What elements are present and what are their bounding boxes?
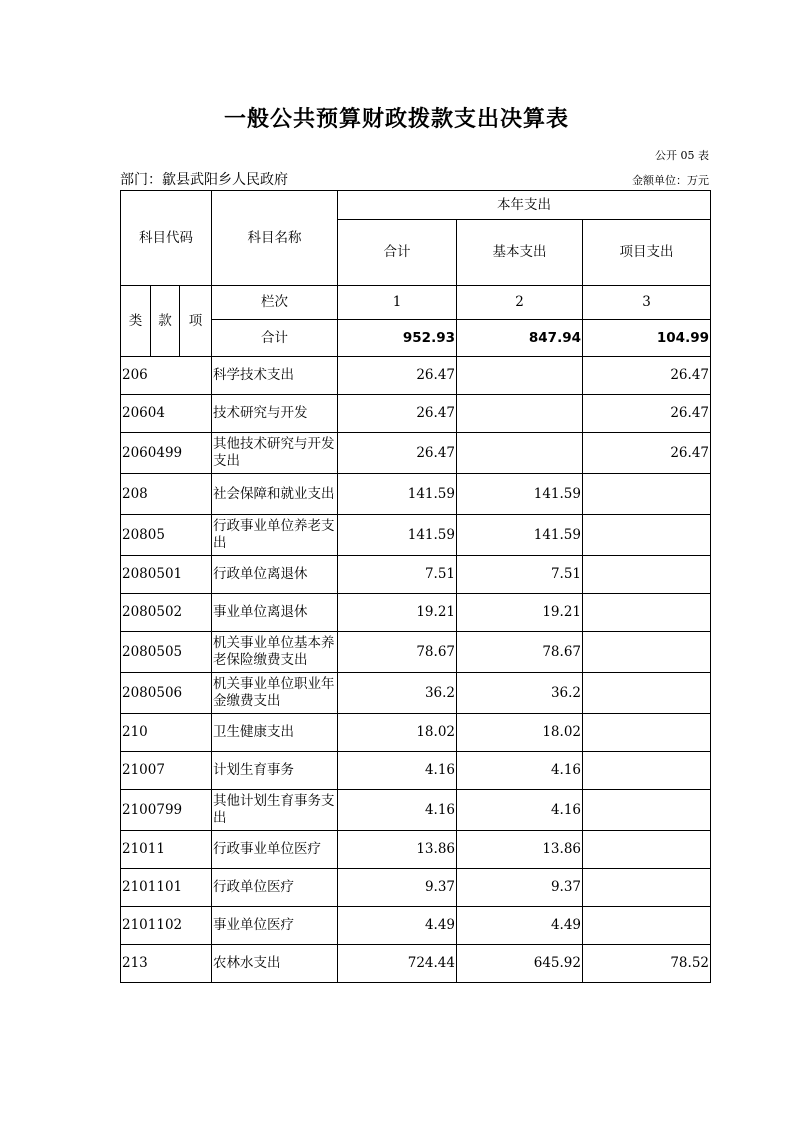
row-project: 26.47 xyxy=(583,395,711,433)
header-xiang: 项 xyxy=(180,286,212,357)
row-code: 20604 xyxy=(121,395,212,433)
row-project: 26.47 xyxy=(583,357,711,395)
row-name: 事业单位医疗 xyxy=(212,907,338,945)
header-this-year: 本年支出 xyxy=(338,191,711,220)
row-code: 2101101 xyxy=(121,869,212,907)
row-project xyxy=(583,752,711,790)
header-code: 科目代码 xyxy=(121,191,212,286)
sum-total: 952.93 xyxy=(338,320,457,357)
table-row xyxy=(121,752,711,790)
row-project: 26.47 xyxy=(583,433,711,474)
sum-project: 104.99 xyxy=(583,320,711,357)
row-project xyxy=(583,594,711,632)
table-row xyxy=(121,632,711,673)
row-basic: 19.21 xyxy=(457,594,583,632)
row-project xyxy=(583,831,711,869)
row-total: 4.16 xyxy=(338,752,457,790)
table-row xyxy=(121,945,711,983)
row-basic: 13.86 xyxy=(457,831,583,869)
row-code: 208 xyxy=(121,474,212,515)
row-project xyxy=(583,632,711,673)
row-code: 2100799 xyxy=(121,790,212,831)
row-name: 卫生健康支出 xyxy=(212,714,338,752)
row-code: 206 xyxy=(121,357,212,395)
amount-unit-label: 金额单位：万元 xyxy=(632,174,709,187)
row-total: 78.67 xyxy=(338,632,457,673)
row-total: 724.44 xyxy=(338,945,457,983)
row-code: 21007 xyxy=(121,752,212,790)
table-row xyxy=(121,831,711,869)
header-col3: 3 xyxy=(583,286,711,320)
row-name: 机关事业单位基本养老保险缴费支出 xyxy=(212,632,338,673)
row-total: 26.47 xyxy=(338,395,457,433)
row-total: 7.51 xyxy=(338,556,457,594)
row-basic: 4.16 xyxy=(457,790,583,831)
row-basic xyxy=(457,395,583,433)
table-row xyxy=(121,714,711,752)
row-basic xyxy=(457,357,583,395)
row-project xyxy=(583,907,711,945)
row-total: 26.47 xyxy=(338,357,457,395)
row-name: 行政事业单位养老支出 xyxy=(212,515,338,556)
row-name: 社会保障和就业支出 xyxy=(212,474,338,515)
row-basic: 18.02 xyxy=(457,714,583,752)
row-name: 技术研究与开发 xyxy=(212,395,338,433)
sum-label: 合计 xyxy=(212,320,338,357)
row-code: 2060499 xyxy=(121,433,212,474)
row-code: 20805 xyxy=(121,515,212,556)
header-kuan: 款 xyxy=(151,286,180,357)
row-project: 78.52 xyxy=(583,945,711,983)
row-name: 农林水支出 xyxy=(212,945,338,983)
row-basic: 4.49 xyxy=(457,907,583,945)
row-name: 机关事业单位职业年金缴费支出 xyxy=(212,673,338,714)
row-code: 2080506 xyxy=(121,673,212,714)
row-name: 其他计划生育事务支出 xyxy=(212,790,338,831)
row-code: 2080502 xyxy=(121,594,212,632)
row-project xyxy=(583,869,711,907)
form-number: 公开 05 表 xyxy=(655,149,709,162)
table-row xyxy=(121,594,711,632)
row-basic: 9.37 xyxy=(457,869,583,907)
row-total: 26.47 xyxy=(338,433,457,474)
row-total: 4.49 xyxy=(338,907,457,945)
row-basic: 4.16 xyxy=(457,752,583,790)
table-row xyxy=(121,907,711,945)
row-total: 4.16 xyxy=(338,790,457,831)
department-label: 部门：歙县武阳乡人民政府 xyxy=(120,172,288,188)
table-row xyxy=(121,357,711,395)
header-col2: 2 xyxy=(457,286,583,320)
row-total: 13.86 xyxy=(338,831,457,869)
table-row xyxy=(121,790,711,831)
page-title: 一般公共预算财政拨款支出决算表 xyxy=(223,107,569,132)
row-total: 19.21 xyxy=(338,594,457,632)
header-basic: 基本支出 xyxy=(457,220,583,286)
row-code: 2080505 xyxy=(121,632,212,673)
row-total: 9.37 xyxy=(338,869,457,907)
table-row xyxy=(121,556,711,594)
row-project xyxy=(583,474,711,515)
row-total: 141.59 xyxy=(338,474,457,515)
table-row xyxy=(121,395,711,433)
row-basic xyxy=(457,433,583,474)
header-project: 项目支出 xyxy=(583,220,711,286)
expenditure-table xyxy=(120,190,711,983)
table-row xyxy=(121,869,711,907)
row-code: 2080501 xyxy=(121,556,212,594)
row-total: 18.02 xyxy=(338,714,457,752)
row-basic: 141.59 xyxy=(457,474,583,515)
row-total: 141.59 xyxy=(338,515,457,556)
header-total: 合计 xyxy=(338,220,457,286)
row-basic: 36.2 xyxy=(457,673,583,714)
row-code: 210 xyxy=(121,714,212,752)
row-name: 行政事业单位医疗 xyxy=(212,831,338,869)
row-name: 计划生育事务 xyxy=(212,752,338,790)
row-basic: 7.51 xyxy=(457,556,583,594)
header-lei: 类 xyxy=(121,286,151,357)
header-lanci: 栏次 xyxy=(212,286,338,320)
row-basic: 645.92 xyxy=(457,945,583,983)
sum-basic: 847.94 xyxy=(457,320,583,357)
table-row xyxy=(121,673,711,714)
row-code: 213 xyxy=(121,945,212,983)
row-basic: 78.67 xyxy=(457,632,583,673)
row-project xyxy=(583,790,711,831)
row-name: 科学技术支出 xyxy=(212,357,338,395)
row-code: 2101102 xyxy=(121,907,212,945)
row-name: 事业单位离退休 xyxy=(212,594,338,632)
row-total: 36.2 xyxy=(338,673,457,714)
row-project xyxy=(583,673,711,714)
row-name: 行政单位离退休 xyxy=(212,556,338,594)
table-row xyxy=(121,474,711,515)
row-name: 其他技术研究与开发支出 xyxy=(212,433,338,474)
row-code: 21011 xyxy=(121,831,212,869)
header-name: 科目名称 xyxy=(212,191,338,286)
row-project xyxy=(583,556,711,594)
table-row xyxy=(121,433,711,474)
table-row xyxy=(121,515,711,556)
row-project xyxy=(583,515,711,556)
row-name: 行政单位医疗 xyxy=(212,869,338,907)
header-col1: 1 xyxy=(338,286,457,320)
row-project xyxy=(583,714,711,752)
row-basic: 141.59 xyxy=(457,515,583,556)
